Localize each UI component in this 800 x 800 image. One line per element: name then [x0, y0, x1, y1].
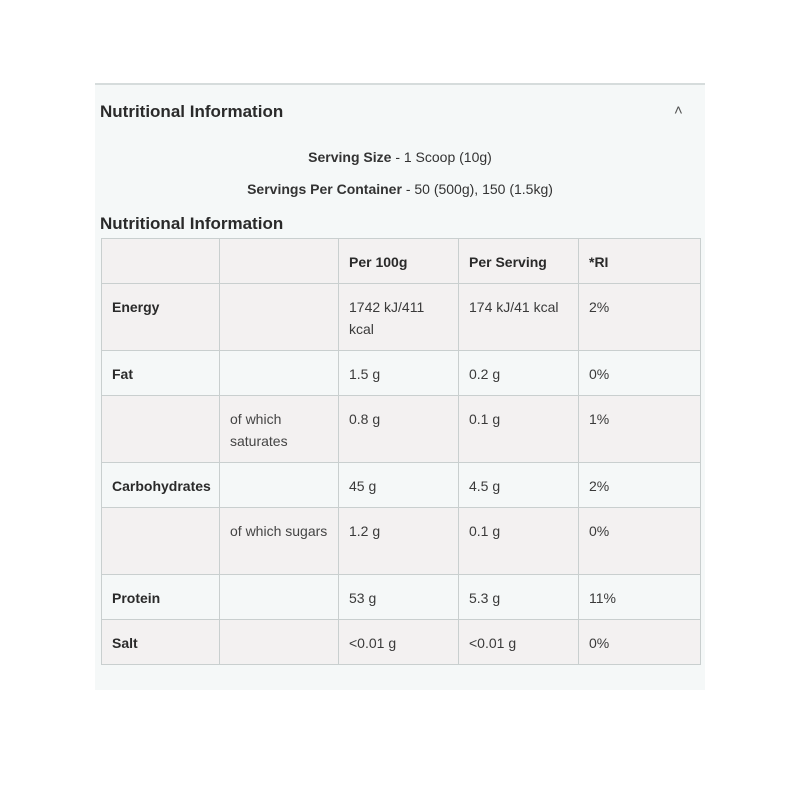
- value-per-100g: 53 g: [349, 590, 377, 606]
- panel-title: Nutritional Information: [100, 102, 284, 121]
- nutrient-name: Carbohydrates: [112, 478, 211, 494]
- nutrient-name: [102, 396, 219, 408]
- nutrient-sub: [220, 463, 338, 475]
- header-cell: [220, 239, 339, 284]
- header-per-100g: Per 100g: [339, 239, 459, 284]
- table-row: [102, 396, 701, 463]
- nutrition-table: [101, 238, 701, 665]
- serving-size-label: Serving Size: [308, 149, 392, 165]
- value-ri: 11%: [589, 590, 616, 606]
- value-per-serving: 0.1 g: [469, 411, 501, 427]
- value-per-100g: 0.8 g: [349, 411, 381, 427]
- value-per-100g: 1.2 g: [349, 523, 381, 539]
- table-header-row: [102, 239, 701, 284]
- value-ri: 1%: [589, 411, 610, 427]
- nutrient-name: Salt: [112, 635, 138, 651]
- value-per-serving: 5.3 g: [469, 590, 501, 606]
- table-row: [102, 575, 701, 620]
- value-per-100g: 1742 kJ/411 kcal: [349, 299, 425, 337]
- header-cell: [102, 239, 220, 284]
- value-per-serving: <0.01 g: [469, 635, 517, 651]
- nutrition-panel: [95, 83, 705, 690]
- nutrient-sub: of which saturates: [230, 411, 288, 449]
- chevron-up-icon[interactable]: ˄: [674, 102, 683, 119]
- value-per-serving: 0.1 g: [469, 523, 501, 539]
- nutrient-sub: [220, 620, 338, 632]
- servings-per-container-label: Servings Per Container: [247, 181, 402, 197]
- value-per-100g: 1.5 g: [349, 366, 381, 382]
- value-per-100g: <0.01 g: [349, 635, 397, 651]
- table-row: [102, 463, 701, 508]
- value-ri: 0%: [589, 366, 610, 382]
- nutrient-sub: [220, 351, 338, 363]
- table-row: [102, 508, 701, 575]
- table-row: [102, 284, 701, 351]
- value-per-serving: 4.5 g: [469, 478, 501, 494]
- header-per-serving: Per Serving: [459, 239, 579, 284]
- servings-per-container: [95, 181, 705, 197]
- nutrient-name: [102, 508, 219, 520]
- value-per-100g: 45 g: [349, 478, 377, 494]
- table-row: [102, 351, 701, 396]
- value-ri: 0%: [589, 523, 610, 539]
- value-ri: 2%: [589, 478, 610, 494]
- table-title: Nutritional Information: [100, 214, 284, 233]
- serving-size: [95, 149, 705, 165]
- table-row: [102, 620, 701, 665]
- accordion-header[interactable]: [95, 85, 705, 140]
- nutrient-sub: of which sugars: [230, 523, 328, 539]
- nutrient-name: Protein: [112, 590, 161, 606]
- value-ri: 2%: [589, 299, 610, 315]
- value-per-serving: 0.2 g: [469, 366, 501, 382]
- nutrient-name: Energy: [112, 299, 160, 315]
- nutrient-name: Fat: [112, 366, 133, 382]
- serving-size-value: - 1 Scoop (10g): [395, 149, 492, 165]
- value-per-serving: 174 kJ/41 kcal: [469, 299, 559, 315]
- nutrient-sub: [220, 284, 338, 296]
- value-ri: 0%: [589, 635, 610, 651]
- header-ri: *RI: [579, 239, 701, 284]
- nutrient-sub: [220, 575, 338, 587]
- servings-per-container-value: - 50 (500g), 150 (1.5kg): [405, 181, 553, 197]
